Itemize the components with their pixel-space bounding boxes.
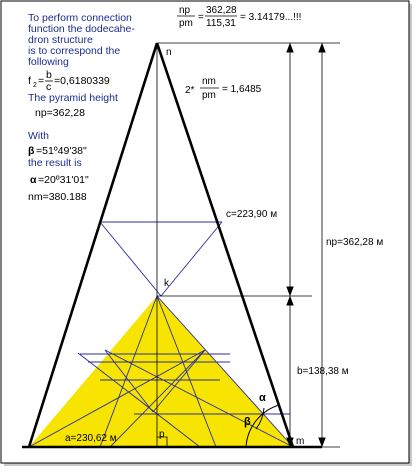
label-alpha: α <box>259 392 266 404</box>
desc-line-3: dron structure <box>28 34 93 46</box>
np-value: np=362,28 <box>35 107 85 119</box>
alpha-value: =20º31'01" <box>38 174 89 186</box>
pyramid-height-label: The pyramid height <box>28 92 118 104</box>
top-result: = 3.14179...!!! <box>240 12 302 23</box>
label-beta: β <box>244 416 251 428</box>
top-den-val: 115,31 <box>206 18 236 29</box>
beta-value: =51º49'38" <box>36 145 87 157</box>
second-den: pm <box>202 90 216 101</box>
dim-np: np=362,28 м <box>326 237 384 248</box>
desc-line-4: is to correspond the <box>28 45 121 57</box>
f2-num: b <box>46 69 52 81</box>
f2-prefix: f <box>28 75 31 87</box>
alpha-symbol: α <box>30 174 37 186</box>
f2-sub: 2 <box>33 82 37 89</box>
beta-value-group <box>28 145 87 157</box>
beta-symbol: β <box>28 145 35 157</box>
result-label: the result is <box>28 157 82 169</box>
f2-value: =0,6180339 <box>54 75 110 87</box>
second-num: nm <box>202 76 216 87</box>
with-label: With <box>28 130 49 142</box>
label-p: p <box>159 429 165 440</box>
alpha-value-group <box>30 174 89 186</box>
f2-eq: = <box>38 75 45 87</box>
second-result: = 1,6485 <box>222 84 262 95</box>
second-prefix: 2* <box>185 85 195 96</box>
top-den: pm <box>179 18 193 29</box>
dim-c: c=223,90 м <box>226 209 278 220</box>
f2-den: c <box>46 81 52 93</box>
dim-a: a=230,62 м <box>65 433 117 444</box>
top-eq: = <box>198 12 204 23</box>
nm-value: nm=380.188 <box>28 191 87 203</box>
top-num: np <box>179 5 191 16</box>
dim-b: b=138,38 м <box>297 366 349 377</box>
desc-line-2: function the dodecahe- <box>28 23 135 35</box>
label-n: n <box>166 47 172 58</box>
label-m: m <box>296 436 305 447</box>
label-k: k <box>164 278 169 289</box>
desc-line-5: following <box>28 56 69 68</box>
desc-line-1: To perform connection <box>28 12 132 24</box>
top-num-val: 362,28 <box>206 5 237 16</box>
